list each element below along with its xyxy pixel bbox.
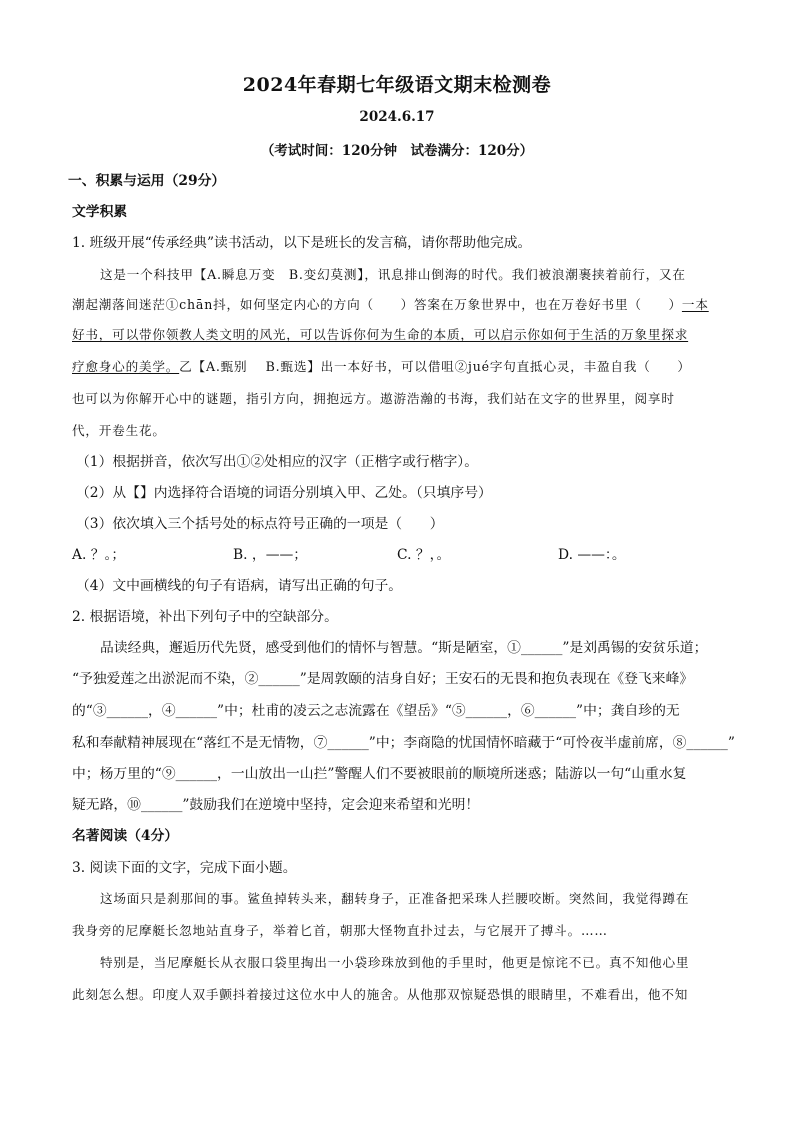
passage-line: 也可以为你解开心中的谜题，指引方向，拥抱远方。遨游浩瀚的书海，我们站在文字的世界里，阅享时 xyxy=(72,391,675,406)
exam-info: （考试时间：120分钟 试卷满分：120分） xyxy=(260,143,534,159)
question-2-stem: 2. 根据语境，补出下列句子中的空缺部分。 xyxy=(72,609,338,625)
option-d: D. ——：。 xyxy=(558,547,626,563)
underlined-sentence: 一本 xyxy=(681,297,709,312)
passage-line xyxy=(72,325,734,345)
passage-line: 这是一个科技甲【A.瞬息万变 B.变幻莫测】，讯息排山倒海的时代。我们被浪潮裹挟着前行，又在 xyxy=(100,267,686,282)
excerpt-line: 特别是，当尼摩艇长从衣服口袋里掏出一小袋珍珠放到他的手里时，他更是惊诧不已。真不知他心里 xyxy=(100,955,690,970)
passage-line xyxy=(72,357,734,377)
subsection-heading: 名著阅读（4分） xyxy=(72,828,179,844)
fill-blank-line: 品读经典，邂逅历代先贤，感受到他们的情怀与智慧。“斯是陋室，①______”是刘禹锡的安贫乐道； xyxy=(100,640,708,656)
fill-blank-line: 的“③______，④______”中；杜甫的凌云之志流露在《望岳》“⑤______，⑥______”中；龚自珍的无 xyxy=(72,703,680,719)
fill-blank-line: 中；杨万里的“⑨______，一山放出一山拦”警醒人们不要被眼前的顺境所迷惑；陆游以一句“山重水复 xyxy=(72,766,687,782)
excerpt-line: 这场面只是刹那间的事。鲨鱼掉转头来，翻转身子，正准备把采珠人拦腰咬断。突然间，我觉得蹲在 xyxy=(100,891,690,906)
question-1-stem: 1. 班级开展“传承经典”读书活动，以下是班长的发言稿，请你帮助他完成。 xyxy=(72,235,532,251)
sub-question: （2）从【】内选择符合语境的词语分别填入甲、乙处。（只填序号） xyxy=(76,485,492,501)
fill-blank-line: 私和奉献精神展现在“落红不是无情物，⑦______”中；李商隐的忧国情怀暗藏于“可怜夜半虚前席，⑧______” xyxy=(72,735,735,751)
option-b: B. ，——； xyxy=(233,547,308,563)
option-c: C. ？，。 xyxy=(397,547,451,563)
underlined-sentence: 疗愈身心的美学。 xyxy=(72,359,180,374)
fill-blank-line: “予独爱莲之出淤泥而不染，②______”是周敦颐的洁身自好；王安石的无畏和抱负表现在《登飞来峰》 xyxy=(72,671,694,687)
subsection-heading: 文学积累 xyxy=(72,204,128,220)
sub-question: （3）依次填入三个括号处的标点符号正确的一项是（ ） xyxy=(76,516,444,532)
fill-blank-line: 疑无路，⑩______”鼓励我们在逆境中坚持，定会迎来希望和光明！ xyxy=(72,797,480,813)
exam-title: 2024年春期七年级语文期末检测卷 xyxy=(242,74,552,96)
excerpt-line: 我身旁的尼摩艇长忽地站直身子，举着匕首，朝那大怪物直扑过去，与它展开了搏斗。…… xyxy=(72,923,608,938)
passage-text: 乙【A.甄别 B.甄选】出一本好书，可以借咀②jué字句直抵心灵，丰盈自我（ ） xyxy=(179,359,691,374)
sub-question: （4）文中画横线的句子有语病，请写出正确的句子。 xyxy=(76,578,403,594)
passage-line xyxy=(72,295,734,315)
option-a: A. ？。； xyxy=(72,547,126,563)
sub-question: （1）根据拼音，依次写出①②处相应的汉字（正楷字或行楷字）。 xyxy=(76,454,478,470)
passage-text: 潮起潮落间迷茫①chān抖，如何坚定内心的方向（ ）答案在万象世界中，也在万卷好书里（ ） xyxy=(72,297,682,312)
underlined-sentence: 好书，可以带你领教人类文明的风光，可以告诉你何为生命的本质，可以启示你如何于生活的万象里探求 xyxy=(72,327,689,342)
passage-line: 代，开卷生花。 xyxy=(72,423,166,438)
section-heading: 一、积累与运用（29分） xyxy=(68,173,226,189)
question-3-stem: 3. 阅读下面的文字，完成下面小题。 xyxy=(72,860,297,876)
excerpt-line: 此刻怎么想。印度人双手颤抖着接过这位水中人的施舍。从他那双惊疑恐惧的眼睛里，不难看出，他不知 xyxy=(72,987,689,1002)
exam-date: 2024.6.17 xyxy=(359,109,435,125)
